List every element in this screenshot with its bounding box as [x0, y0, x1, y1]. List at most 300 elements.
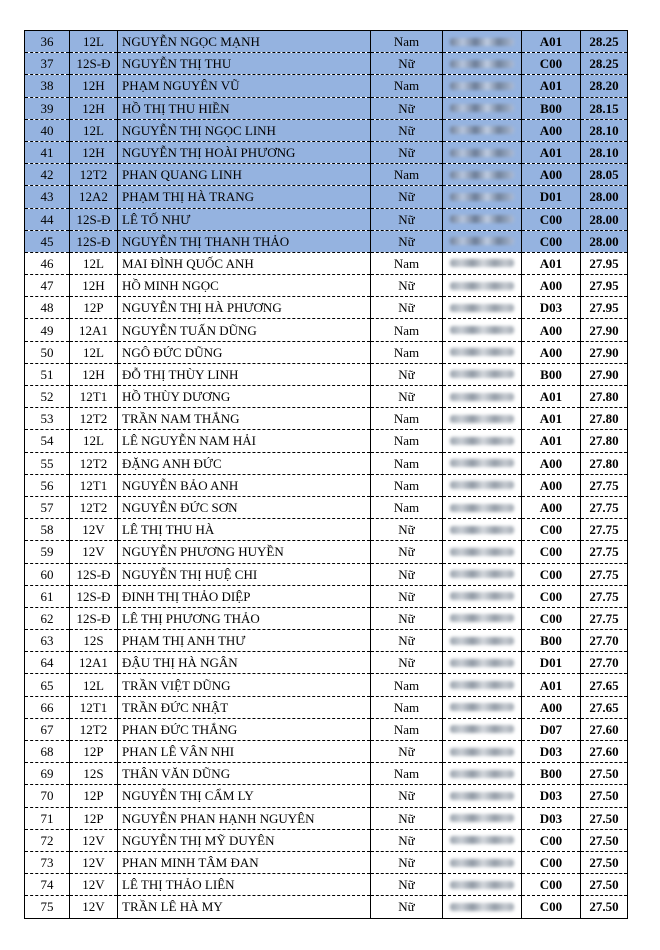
score-cell: 27.75	[581, 474, 628, 496]
class-cell: 12T2	[70, 452, 118, 474]
student-name-cell: NGUYỄN THỊ THANH THẢO	[118, 230, 371, 252]
class-cell: 12S	[70, 630, 118, 652]
gender-cell: Nam	[371, 718, 443, 740]
class-cell: 12H	[70, 75, 118, 97]
row-number: 42	[25, 164, 70, 186]
class-cell: 12L	[70, 674, 118, 696]
redacted-id-cell	[443, 452, 522, 474]
class-cell: 12S-Đ	[70, 563, 118, 585]
blurred-id	[450, 504, 514, 512]
redacted-id-cell	[443, 519, 522, 541]
student-name-cell: HỒ THỊ THU HIỀN	[118, 97, 371, 119]
exam-block-cell: A00	[522, 164, 581, 186]
score-cell: 27.50	[581, 763, 628, 785]
redacted-id-cell	[443, 585, 522, 607]
table-row	[25, 363, 628, 385]
blurred-id	[450, 548, 514, 556]
student-name-cell: NGUYỄN PHƯƠNG HUYỀN	[118, 541, 371, 563]
redacted-id-cell	[443, 164, 522, 186]
score-cell: 28.00	[581, 186, 628, 208]
class-cell: 12A1	[70, 319, 118, 341]
table-row	[25, 763, 628, 785]
class-cell: 12T1	[70, 696, 118, 718]
exam-block-cell: A01	[522, 75, 581, 97]
gender-cell: Nữ	[371, 386, 443, 408]
gender-cell: Nữ	[371, 874, 443, 896]
blurred-id	[450, 614, 514, 622]
table-row	[25, 896, 628, 918]
row-number: 58	[25, 519, 70, 541]
blurred-id	[450, 237, 514, 245]
score-cell: 27.75	[581, 496, 628, 518]
gender-cell: Nữ	[371, 541, 443, 563]
score-cell: 28.00	[581, 230, 628, 252]
score-cell: 27.50	[581, 785, 628, 807]
class-cell: 12P	[70, 741, 118, 763]
student-name-cell: PHAN QUANG LINH	[118, 164, 371, 186]
class-cell: 12V	[70, 851, 118, 873]
score-cell: 27.70	[581, 630, 628, 652]
score-cell: 27.70	[581, 652, 628, 674]
table-row	[25, 53, 628, 75]
gender-cell: Nam	[371, 763, 443, 785]
table-row	[25, 807, 628, 829]
score-cell: 27.50	[581, 851, 628, 873]
row-number: 75	[25, 896, 70, 918]
blurred-id	[450, 282, 514, 290]
blurred-id	[450, 415, 514, 423]
score-cell: 27.65	[581, 696, 628, 718]
gender-cell: Nữ	[371, 519, 443, 541]
gender-cell: Nữ	[371, 630, 443, 652]
redacted-id-cell	[443, 674, 522, 696]
gender-cell: Nam	[371, 452, 443, 474]
student-name-cell: ĐẶNG ANH ĐỨC	[118, 452, 371, 474]
class-cell: 12P	[70, 297, 118, 319]
redacted-id-cell	[443, 252, 522, 274]
class-cell: 12V	[70, 896, 118, 918]
class-cell: 12H	[70, 97, 118, 119]
gender-cell: Nữ	[371, 563, 443, 585]
row-number: 61	[25, 585, 70, 607]
redacted-id-cell	[443, 408, 522, 430]
blurred-id	[450, 770, 514, 778]
table-row	[25, 75, 628, 97]
row-number: 48	[25, 297, 70, 319]
class-cell: 12L	[70, 31, 118, 53]
row-number: 72	[25, 829, 70, 851]
table-row	[25, 829, 628, 851]
score-cell: 28.15	[581, 97, 628, 119]
row-number: 45	[25, 230, 70, 252]
gender-cell: Nữ	[371, 363, 443, 385]
blurred-id	[450, 259, 514, 267]
redacted-id-cell	[443, 53, 522, 75]
row-number: 56	[25, 474, 70, 496]
blurred-id	[450, 149, 514, 157]
table-row	[25, 230, 628, 252]
blurred-id	[450, 437, 514, 445]
student-name-cell: NGUYỄN THỊ CẨM LY	[118, 785, 371, 807]
student-name-cell: TRẦN LÊ HÀ MY	[118, 896, 371, 918]
table-row	[25, 563, 628, 585]
row-number: 53	[25, 408, 70, 430]
table-row	[25, 186, 628, 208]
score-cell: 27.80	[581, 452, 628, 474]
score-cell: 28.20	[581, 75, 628, 97]
row-number: 52	[25, 386, 70, 408]
blurred-id	[450, 126, 514, 134]
redacted-id-cell	[443, 630, 522, 652]
table-row	[25, 630, 628, 652]
student-name-cell: NGUYỄN BẢO ANH	[118, 474, 371, 496]
exam-block-cell: D01	[522, 186, 581, 208]
score-cell: 27.95	[581, 275, 628, 297]
exam-block-cell: B00	[522, 630, 581, 652]
class-cell: 12V	[70, 874, 118, 896]
gender-cell: Nam	[371, 31, 443, 53]
redacted-id-cell	[443, 141, 522, 163]
blurred-id	[450, 304, 514, 312]
redacted-id-cell	[443, 763, 522, 785]
student-name-cell: PHẠM THỊ ANH THƯ	[118, 630, 371, 652]
score-cell: 27.75	[581, 519, 628, 541]
row-number: 54	[25, 430, 70, 452]
score-cell: 28.10	[581, 141, 628, 163]
gender-cell: Nam	[371, 319, 443, 341]
student-name-cell: NGUYỄN PHAN HẠNH NGUYÊN	[118, 807, 371, 829]
table-row	[25, 275, 628, 297]
table-row	[25, 252, 628, 274]
student-name-cell: NGUYỄN THỊ NGỌC LINH	[118, 119, 371, 141]
gender-cell: Nữ	[371, 851, 443, 873]
gender-cell: Nam	[371, 341, 443, 363]
score-cell: 27.65	[581, 674, 628, 696]
blurred-id	[450, 792, 514, 800]
score-cell: 27.75	[581, 541, 628, 563]
blurred-id	[450, 637, 514, 645]
exam-block-cell: C00	[522, 607, 581, 629]
student-name-cell: NGUYỄN THỊ HOÀI PHƯƠNG	[118, 141, 371, 163]
blurred-id	[450, 570, 514, 578]
exam-block-cell: C00	[522, 896, 581, 918]
table-row	[25, 541, 628, 563]
student-name-cell: TRẦN NAM THẮNG	[118, 408, 371, 430]
student-name-cell: ĐINH THỊ THẢO DIỆP	[118, 585, 371, 607]
table-row	[25, 341, 628, 363]
exam-block-cell: A01	[522, 386, 581, 408]
table-row	[25, 607, 628, 629]
student-name-cell: PHAN LÊ VÂN NHI	[118, 741, 371, 763]
row-number: 47	[25, 275, 70, 297]
score-cell: 27.90	[581, 363, 628, 385]
redacted-id-cell	[443, 563, 522, 585]
blurred-id	[450, 659, 514, 667]
exam-block-cell: A00	[522, 119, 581, 141]
gender-cell: Nữ	[371, 275, 443, 297]
redacted-id-cell	[443, 363, 522, 385]
row-number: 60	[25, 563, 70, 585]
row-number: 59	[25, 541, 70, 563]
student-name-cell: MAI ĐÌNH QUỐC ANH	[118, 252, 371, 274]
redacted-id-cell	[443, 652, 522, 674]
blurred-id	[450, 215, 514, 223]
exam-block-cell: C00	[522, 519, 581, 541]
gender-cell: Nam	[371, 252, 443, 274]
redacted-id-cell	[443, 319, 522, 341]
exam-block-cell: C00	[522, 230, 581, 252]
table-row	[25, 208, 628, 230]
table-row	[25, 164, 628, 186]
blurred-id	[450, 393, 514, 401]
row-number: 68	[25, 741, 70, 763]
redacted-id-cell	[443, 829, 522, 851]
class-cell: 12V	[70, 829, 118, 851]
blurred-id	[450, 703, 514, 711]
exam-block-cell: D03	[522, 785, 581, 807]
student-name-cell: HỒ MINH NGỌC	[118, 275, 371, 297]
class-cell: 12A2	[70, 186, 118, 208]
table-row	[25, 519, 628, 541]
gender-cell: Nữ	[371, 829, 443, 851]
table-row	[25, 97, 628, 119]
exam-block-cell: C00	[522, 541, 581, 563]
exam-block-cell: C00	[522, 585, 581, 607]
table-row	[25, 386, 628, 408]
row-number: 57	[25, 496, 70, 518]
score-cell: 28.00	[581, 208, 628, 230]
row-number: 44	[25, 208, 70, 230]
class-cell: 12T2	[70, 496, 118, 518]
student-name-cell: PHAN MINH TÂM ĐAN	[118, 851, 371, 873]
redacted-id-cell	[443, 230, 522, 252]
student-name-cell: NGUYỄN THỊ HUỆ CHI	[118, 563, 371, 585]
redacted-id-cell	[443, 386, 522, 408]
exam-block-cell: A00	[522, 319, 581, 341]
row-number: 55	[25, 452, 70, 474]
results-table-body	[25, 31, 628, 919]
student-name-cell: HỒ THÙY DƯƠNG	[118, 386, 371, 408]
gender-cell: Nữ	[371, 741, 443, 763]
score-cell: 27.50	[581, 829, 628, 851]
table-row	[25, 718, 628, 740]
student-name-cell: LÊ TỐ NHƯ	[118, 208, 371, 230]
class-cell: 12V	[70, 519, 118, 541]
student-name-cell: TRẦN ĐỨC NHẬT	[118, 696, 371, 718]
exam-block-cell: A00	[522, 696, 581, 718]
student-name-cell: LÊ THỊ THU HÀ	[118, 519, 371, 541]
class-cell: 12S	[70, 763, 118, 785]
score-cell: 27.90	[581, 341, 628, 363]
blurred-id	[450, 459, 514, 467]
gender-cell: Nam	[371, 430, 443, 452]
exam-block-cell: A00	[522, 275, 581, 297]
class-cell: 12S-Đ	[70, 585, 118, 607]
student-name-cell: LÊ THỊ THẢO LIÊN	[118, 874, 371, 896]
row-number: 69	[25, 763, 70, 785]
redacted-id-cell	[443, 341, 522, 363]
gender-cell: Nữ	[371, 53, 443, 75]
redacted-id-cell	[443, 474, 522, 496]
exam-block-cell: A00	[522, 496, 581, 518]
gender-cell: Nữ	[371, 141, 443, 163]
row-number: 38	[25, 75, 70, 97]
exam-block-cell: C00	[522, 874, 581, 896]
score-cell: 27.80	[581, 408, 628, 430]
redacted-id-cell	[443, 119, 522, 141]
class-cell: 12T1	[70, 386, 118, 408]
exam-block-cell: A01	[522, 252, 581, 274]
blurred-id	[450, 748, 514, 756]
redacted-id-cell	[443, 186, 522, 208]
student-name-cell: NGUYỄN ĐỨC SƠN	[118, 496, 371, 518]
row-number: 67	[25, 718, 70, 740]
blurred-id	[450, 38, 514, 46]
row-number: 50	[25, 341, 70, 363]
blurred-id	[450, 326, 514, 334]
gender-cell: Nữ	[371, 230, 443, 252]
table-row	[25, 496, 628, 518]
blurred-id	[450, 193, 514, 201]
table-row	[25, 119, 628, 141]
class-cell: 12S-Đ	[70, 607, 118, 629]
gender-cell: Nam	[371, 408, 443, 430]
redacted-id-cell	[443, 208, 522, 230]
gender-cell: Nam	[371, 496, 443, 518]
exam-block-cell: D03	[522, 297, 581, 319]
blurred-id	[450, 526, 514, 534]
blurred-id	[450, 171, 514, 179]
class-cell: 12T1	[70, 474, 118, 496]
redacted-id-cell	[443, 696, 522, 718]
student-name-cell: PHẠM THỊ HÀ TRANG	[118, 186, 371, 208]
score-cell: 27.50	[581, 874, 628, 896]
class-cell: 12T2	[70, 408, 118, 430]
exam-block-cell: C00	[522, 208, 581, 230]
blurred-id	[450, 481, 514, 489]
row-number: 43	[25, 186, 70, 208]
row-number: 65	[25, 674, 70, 696]
gender-cell: Nam	[371, 474, 443, 496]
redacted-id-cell	[443, 896, 522, 918]
student-name-cell: NGUYỄN NGỌC MẠNH	[118, 31, 371, 53]
class-cell: 12S-Đ	[70, 53, 118, 75]
student-name-cell: LÊ NGUYỄN NAM HẢI	[118, 430, 371, 452]
student-name-cell: ĐẬU THỊ HÀ NGÂN	[118, 652, 371, 674]
student-name-cell: NGÔ ĐỨC DŨNG	[118, 341, 371, 363]
score-cell: 28.25	[581, 31, 628, 53]
exam-block-cell: C00	[522, 851, 581, 873]
exam-block-cell: C00	[522, 829, 581, 851]
row-number: 71	[25, 807, 70, 829]
class-cell: 12V	[70, 541, 118, 563]
redacted-id-cell	[443, 851, 522, 873]
exam-block-cell: D07	[522, 718, 581, 740]
gender-cell: Nữ	[371, 119, 443, 141]
score-cell: 27.95	[581, 297, 628, 319]
class-cell: 12P	[70, 785, 118, 807]
class-cell: 12S-Đ	[70, 230, 118, 252]
class-cell: 12T2	[70, 164, 118, 186]
student-name-cell: TRẦN VIỆT DŨNG	[118, 674, 371, 696]
exam-block-cell: D03	[522, 807, 581, 829]
row-number: 73	[25, 851, 70, 873]
student-name-cell: THÂN VĂN DŨNG	[118, 763, 371, 785]
score-cell: 27.60	[581, 741, 628, 763]
class-cell: 12H	[70, 275, 118, 297]
table-row	[25, 652, 628, 674]
table-row	[25, 585, 628, 607]
score-cell: 28.05	[581, 164, 628, 186]
blurred-id	[450, 592, 514, 600]
exam-block-cell: A01	[522, 430, 581, 452]
gender-cell: Nữ	[371, 585, 443, 607]
exam-block-cell: A00	[522, 341, 581, 363]
student-name-cell: NGUYỄN THỊ THU	[118, 53, 371, 75]
student-name-cell: NGUYỄN TUẤN DŨNG	[118, 319, 371, 341]
row-number: 37	[25, 53, 70, 75]
class-cell: 12S-Đ	[70, 208, 118, 230]
class-cell: 12T2	[70, 718, 118, 740]
blurred-id	[450, 903, 514, 911]
redacted-id-cell	[443, 718, 522, 740]
table-row	[25, 430, 628, 452]
blurred-id	[450, 370, 514, 378]
table-row	[25, 452, 628, 474]
redacted-id-cell	[443, 874, 522, 896]
gender-cell: Nam	[371, 674, 443, 696]
gender-cell: Nam	[371, 164, 443, 186]
redacted-id-cell	[443, 430, 522, 452]
results-table	[24, 30, 628, 919]
score-cell: 27.80	[581, 386, 628, 408]
table-row	[25, 319, 628, 341]
redacted-id-cell	[443, 75, 522, 97]
redacted-id-cell	[443, 496, 522, 518]
row-number: 40	[25, 119, 70, 141]
row-number: 49	[25, 319, 70, 341]
table-row	[25, 851, 628, 873]
score-cell: 28.25	[581, 53, 628, 75]
blurred-id	[450, 681, 514, 689]
score-cell: 27.60	[581, 718, 628, 740]
exam-block-cell: A01	[522, 141, 581, 163]
redacted-id-cell	[443, 807, 522, 829]
gender-cell: Nam	[371, 75, 443, 97]
redacted-id-cell	[443, 275, 522, 297]
gender-cell: Nam	[371, 696, 443, 718]
exam-block-cell: C00	[522, 53, 581, 75]
exam-block-cell: C00	[522, 563, 581, 585]
exam-block-cell: D01	[522, 652, 581, 674]
table-row	[25, 408, 628, 430]
gender-cell: Nữ	[371, 652, 443, 674]
student-name-cell: ĐỖ THỊ THÙY LINH	[118, 363, 371, 385]
gender-cell: Nữ	[371, 807, 443, 829]
score-cell: 27.75	[581, 585, 628, 607]
exam-block-cell: A01	[522, 31, 581, 53]
row-number: 74	[25, 874, 70, 896]
table-row	[25, 474, 628, 496]
table-row	[25, 674, 628, 696]
blurred-id	[450, 104, 514, 112]
class-cell: 12L	[70, 341, 118, 363]
row-number: 64	[25, 652, 70, 674]
redacted-id-cell	[443, 297, 522, 319]
redacted-id-cell	[443, 607, 522, 629]
score-cell: 27.75	[581, 563, 628, 585]
table-row	[25, 874, 628, 896]
